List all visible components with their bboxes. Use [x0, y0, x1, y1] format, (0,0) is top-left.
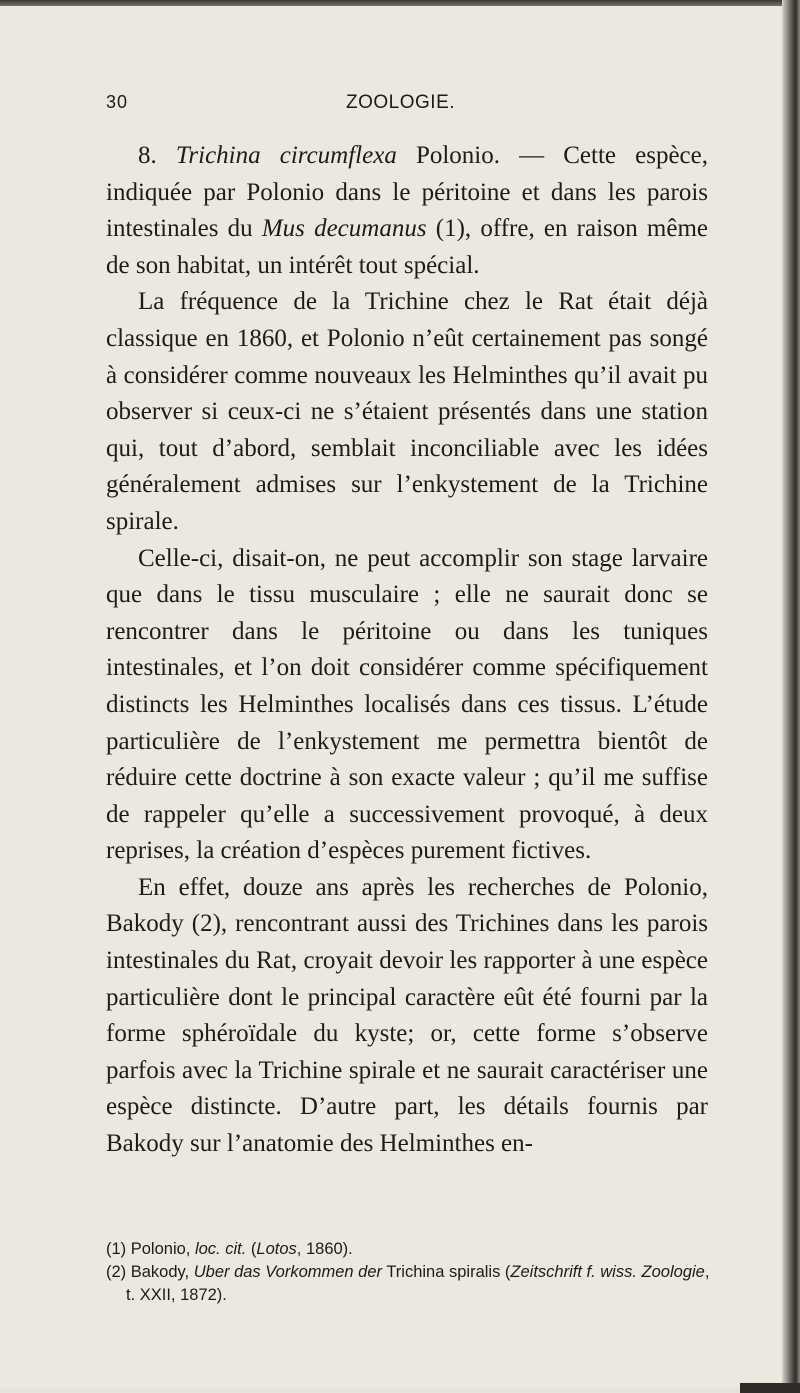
paragraph-1: [106, 138, 708, 284]
footnote-1-text: (1) Polonio,: [106, 1240, 195, 1258]
section-number: 8.: [138, 142, 176, 169]
page-number: 30: [106, 92, 129, 112]
footnote-1-year: , 1860).: [296, 1240, 353, 1258]
scan-bottom-corner: [740, 1383, 800, 1393]
scan-right-edge: [782, 0, 800, 1393]
paragraph-3: Celle-ci, disait-on, ne peut accomplir son stage larvaire que dans le tissu musculaire ; elle ne saurait donc se rencontrer dans le péritoine ou dans les tuniques intestinales, et l’on doit considérer comme spécifiquement distincts les Helminthes localisés dans ces tissus. L’étude particulière de l’enkystement me permettra bientôt de réduire cette doctrine à son exacte valeur ; qu’il me suffise de rappeler qu’elle a successivement provoqué, à deux reprises, la création d’espèces purement fictives.: [106, 544, 708, 865]
host-species-name: Mus decumanus: [261, 215, 427, 243]
footnote-2-species: Trichina spiralis (: [382, 1263, 511, 1281]
running-title: ZOOLOGIE.: [346, 92, 456, 113]
page-header: [106, 92, 706, 122]
footnote-2-volume: , t. XXII, 1872).: [126, 1263, 710, 1304]
footnote-2-author: (2) Bakody,: [106, 1263, 194, 1281]
footnote-1-paren: (: [246, 1240, 257, 1258]
footnote-2-title: Uber das Vorkommen der: [193, 1263, 383, 1281]
footnote-1-journal: Lotos: [256, 1240, 297, 1258]
footnote-1-loc-cit: loc. cit.: [194, 1240, 247, 1258]
footnote-1: [106, 1238, 716, 1261]
footnote-2-journal: Zeitschrift f. wiss. Zoologie: [510, 1263, 705, 1281]
paragraph-2: La fréquence de la Trichine chez le Rat était déjà classique en 1860, et Polonio n’eût certainement pas songé à considérer comme nouveaux les Helminthes qu’il avait pu observer si ceux-ci ne s’étaient présentés dans une station qui, tout d’abord, semblait inconciliable avec les idées généralement admises sur l’enkystement de la Trichine spirale.: [106, 288, 708, 535]
paragraph-4: En effet, douze ans après les recherches de Polonio, Bakody (2), rencontrant aussi des Trichines dans les parois intestinales du Rat, croyait devoir les rapporter à une espèce particulière dont le principal caractère eût été fourni par la forme sphéroïdale du kyste; or, cette forme s’observe parfois avec la Trichine spirale et ne saurait caractériser une espèce distincte. D’autre part, les détails fournis par Bakody sur l’anatomie des Helminthes en-: [106, 873, 708, 1158]
body-text: [106, 138, 708, 1163]
footnotes: [106, 1238, 716, 1307]
footnote-2: [106, 1261, 716, 1307]
paragraph-1-text-a: Polonio. — Cette espèce, indiquée par Polonio dans le péritoine et dans les parois intestinales du: [106, 142, 708, 243]
species-name: Trichina circumflexa: [175, 142, 397, 169]
paragraph-1-text-b: (1), offre, en raison même de son habitat, un intérêt tout spécial.: [106, 215, 709, 279]
